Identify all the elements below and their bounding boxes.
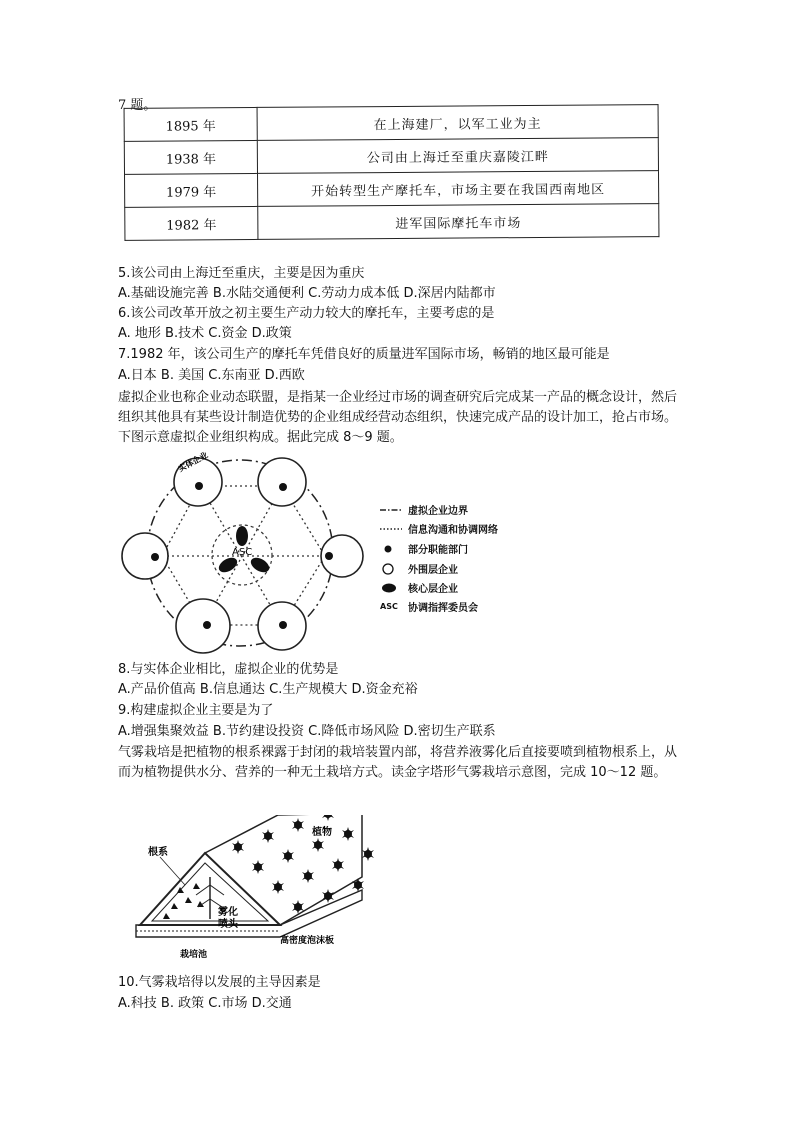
core-firm <box>236 526 248 546</box>
filled-ellipse-icon <box>380 582 402 594</box>
dept-dot <box>279 621 287 629</box>
dept-dot <box>203 621 211 629</box>
q5-options: A.基础设施完善 B.水陆交通便利 C.劳动力成本低 D.深居内陆都市 <box>118 286 496 301</box>
aeroponics-intro: 气雾栽培是把植物的根系裸露于封闭的栽培装置内部，将营养液雾化后直接要喷到植物根系上，从而为植物提供水分、营养的一种无土栽培方式。读金字塔形气雾栽培示意图，完成 10～12 题。 <box>118 745 678 780</box>
dash-dot-line-icon <box>380 507 402 513</box>
legend-label: 协调指挥委员会 <box>408 603 478 614</box>
pool-label: 栽培池 <box>180 950 208 960</box>
legend-label: 虚拟企业边界 <box>408 506 468 517</box>
dept-dot <box>151 553 159 561</box>
aeroponics-diagram <box>130 815 380 965</box>
year-cell: 1982 年 <box>125 206 258 240</box>
legend-label: 外围层企业 <box>408 565 458 576</box>
q10-stem: 10.气雾栽培得以发展的主导因素是 <box>118 975 321 990</box>
roots-label: 根系 <box>148 847 168 858</box>
event-cell: 开始转型生产摩托车，市场主要在我国西南地区 <box>258 171 659 207</box>
top-fragment: 7 题。 <box>118 98 157 113</box>
virtual-enterprise-diagram <box>115 448 365 660</box>
outer-firm-circle <box>176 599 230 653</box>
legend-label: 核心层企业 <box>408 584 458 595</box>
table-row <box>124 105 658 142</box>
dotted-line-icon <box>380 526 402 532</box>
legend-item <box>380 541 468 556</box>
q6-options: A. 地形 B.技术 C.资金 D.政策 <box>118 326 292 341</box>
dept-dot <box>279 483 287 491</box>
q8-options: A.产品价值高 B.信息通达 C.生产规模大 D.资金充裕 <box>118 682 418 697</box>
legend-label: 信息沟通和协调网络 <box>408 525 498 536</box>
virtual-enterprise-intro: 虚拟企业也称企业动态联盟，是指某一企业经过市场的调查研究后完成某一产品的概念设计，然后组织其他具有某些设计制造优势的企业组成经营动态组织，快速完成产品的设计加工，抢占市场。下图示意虚拟企业组织构成。据此完成 8～9 题。 <box>118 390 678 445</box>
small-dot-icon <box>380 544 402 554</box>
outer-firm-circle <box>258 458 306 506</box>
entity-firm-label: 实体企业 <box>176 450 210 474</box>
event-cell: 进军国际摩托车市场 <box>258 204 659 240</box>
event-cell: 在上海建厂，以军工业为主 <box>257 105 658 141</box>
history-table <box>124 104 660 241</box>
year-cell: 1938 年 <box>124 140 257 174</box>
asc-label: ASC <box>232 547 253 558</box>
q6-stem: 6.该公司改革开放之初主要生产动力较大的摩托车，主要考虑的是 <box>118 306 495 321</box>
q9-options: A.增强集聚效益 B.节约建设投资 C.降低市场风险 D.密切生产联系 <box>118 724 496 739</box>
open-circle-icon <box>380 563 402 575</box>
legend-item <box>380 521 498 536</box>
foam-label: 高密度泡沫板 <box>280 936 335 946</box>
legend-item <box>380 580 458 595</box>
legend-item <box>380 502 468 517</box>
q9-stem: 9.构建虚拟企业主要是为了 <box>118 703 274 718</box>
q8-stem: 8.与实体企业相比，虚拟企业的优势是 <box>118 662 339 677</box>
year-cell: 1979 年 <box>125 173 258 207</box>
table-row <box>125 204 659 241</box>
q7-stem: 7.1982 年，该公司生产的摩托车凭借良好的质量进军国际市场，畅销的地区最可能是 <box>118 347 610 362</box>
outer-firm-circle <box>122 533 168 579</box>
plant-icon <box>362 847 374 861</box>
q10-options: A.科技 B. 政策 C.市场 D.交通 <box>118 996 292 1011</box>
nozzle-label-1: 雾化 <box>218 907 238 918</box>
q7-options: A.日本 B. 美国 C.东南亚 D.西欧 <box>118 368 305 383</box>
q5-stem: 5.该公司由上海迁至重庆，主要是因为重庆 <box>118 266 365 281</box>
event-cell: 公司由上海迁至重庆嘉陵江畔 <box>257 138 658 174</box>
asc-symbol: ASC <box>380 602 398 611</box>
nozzle-label-2: 喷头 <box>218 919 238 930</box>
dept-dot <box>195 482 203 490</box>
table-row <box>125 171 659 208</box>
table-row <box>124 138 658 175</box>
legend-item <box>380 599 478 614</box>
legend-item <box>380 561 458 576</box>
year-cell: 1895 年 <box>124 107 257 141</box>
dept-dot <box>325 552 333 560</box>
legend-label: 部分职能部门 <box>408 545 468 556</box>
plant-label: 植物 <box>312 827 332 838</box>
